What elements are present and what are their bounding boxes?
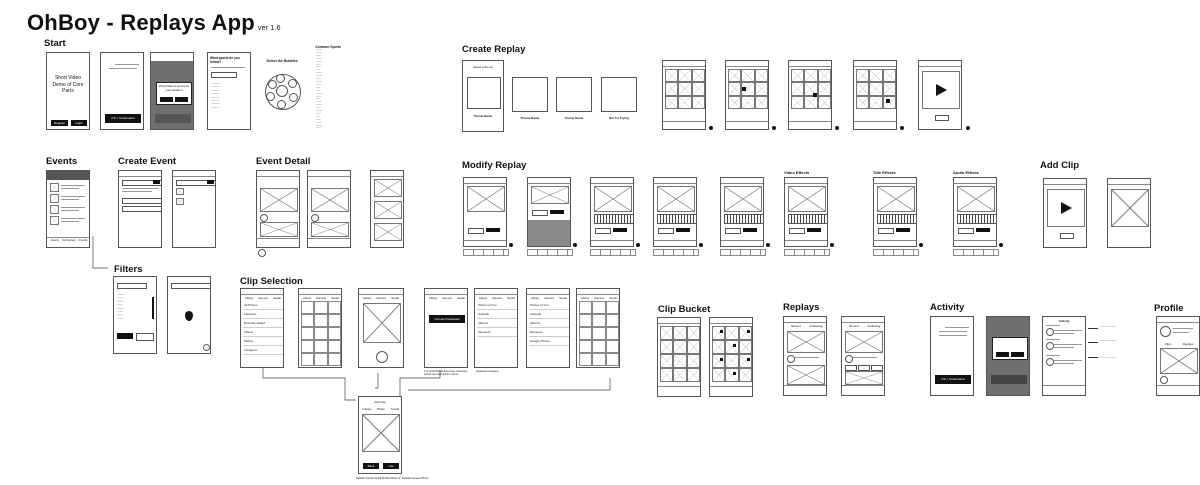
login-label: Login	[75, 121, 83, 125]
activity-ok-label: OK, I Understand	[941, 377, 965, 381]
section-create-replay: Create Replay	[462, 44, 526, 55]
album-row[interactable]: Moments	[530, 330, 543, 334]
add-clip-modal-title: Add Clip	[374, 400, 386, 404]
sports-question: What sports do you follow?	[210, 56, 240, 64]
footer-tab-library[interactable]: Library	[362, 407, 372, 411]
bubbles-title: Select the Bubbles	[266, 59, 298, 63]
filter-list: -------- ------- -------- ------ -------- ------- ------ --------	[117, 293, 124, 320]
theme-card-2-label: Theme Name	[520, 116, 540, 120]
footer-tab-social[interactable]: Social	[390, 407, 400, 411]
profile-tab-clips[interactable]: Clips	[1164, 342, 1172, 346]
section-event-detail: Event Detail	[256, 156, 311, 167]
common-sports-title: Common Sports	[315, 45, 341, 49]
clip-tab-library[interactable]: Library	[478, 296, 488, 300]
album-row[interactable]: Instagram	[244, 348, 258, 352]
album-row[interactable]: Moments	[478, 330, 491, 334]
album-row[interactable]: Selfies	[244, 339, 254, 343]
sports-list: ---------- ---------- ---------- ---------- ---------- ---------- ---------- ----------	[211, 82, 220, 109]
section-start: Start	[44, 38, 66, 49]
clip-tab-social[interactable]: Social	[609, 296, 617, 300]
replays-tab-recent[interactable]: Recent	[849, 324, 859, 328]
section-profile: Profile	[1154, 303, 1184, 314]
clip-tab-camera[interactable]: Camera	[492, 296, 502, 300]
title-effects-label: Title Effects	[873, 170, 896, 175]
clip-tab-social[interactable]: Social	[507, 296, 515, 300]
activity-title: Activity	[1058, 319, 1070, 323]
clip-tab-social[interactable]: Social	[391, 296, 399, 300]
album-row[interactable]: All Photos	[244, 303, 258, 307]
version-label: ver 1.6	[257, 25, 281, 32]
replays-tab-following[interactable]: Following	[809, 324, 823, 328]
replays-tab-recent[interactable]: Recent	[791, 324, 801, 328]
theme-name-label: Theme Name	[473, 114, 493, 118]
section-create-event: Create Event	[118, 156, 177, 167]
activity-notes: -------- ------ ----- -------- ------ ------ -------- ------ -----	[1100, 326, 1117, 359]
clip-tab-camera[interactable]: Camera	[316, 296, 326, 300]
album-row[interactable]: Videos	[244, 330, 254, 334]
clip-tab-social[interactable]: Social	[273, 296, 281, 300]
modal-back-label: Back	[367, 464, 375, 468]
events-tab-2[interactable]: Friends	[78, 239, 88, 242]
album-row[interactable]: Recently Added	[244, 321, 266, 325]
section-filters: Filters	[114, 264, 143, 275]
add-clip-modal-screen	[358, 396, 402, 474]
clip-tab-social[interactable]: Social	[559, 296, 567, 300]
events-tab-0[interactable]: Events	[51, 239, 59, 242]
clip-tab-social[interactable]: Social	[457, 296, 465, 300]
clip-note-right: Facebook connected	[476, 370, 499, 373]
album-row[interactable]: Albums	[530, 321, 541, 325]
footer-tab-photo[interactable]: Photo	[377, 407, 385, 411]
clip-tab-camera[interactable]: Camera	[544, 296, 554, 300]
profile-tab-replays[interactable]: Replays	[1182, 342, 1194, 346]
clip-tab-camera[interactable]: Camera	[376, 296, 386, 300]
clip-tab-camera[interactable]: Camera	[442, 296, 452, 300]
clip-footer-note: Default: friends Social Profile Photo; or, defaults Camera Photo	[356, 477, 429, 480]
album-row[interactable]: Google Photos	[530, 339, 550, 343]
clip-tab-library[interactable]: Library	[530, 296, 540, 300]
section-replays: Replays	[783, 302, 820, 313]
select-theme-label: Select a theme	[472, 65, 493, 69]
album-row[interactable]: Photos of You	[530, 303, 549, 307]
clip-tab-library[interactable]: Library	[428, 296, 438, 300]
album-row[interactable]: Photos of You	[478, 303, 497, 307]
clip-tab-camera[interactable]: Camera	[594, 296, 604, 300]
replays-tab-following[interactable]: Following	[867, 324, 881, 328]
common-sports-list: ------- -------- ------ ------- -------- ------ ------- ----- -------- ------- ------ -------- ------- ----- ------ -------- ------- ------ ------- ------- ------ -------- ------- ----- ------ ------- -------- ------	[316, 49, 323, 130]
clip-tab-library[interactable]: Library	[302, 296, 312, 300]
section-clip-selection: Clip Selection	[240, 276, 303, 287]
section-add-clip: Add Clip	[1040, 160, 1080, 171]
events-tab-1[interactable]: My Replays	[62, 239, 76, 242]
connect-facebook-label: Connect Facebook	[434, 317, 460, 321]
permission-dialog-text: Would like to send you your location	[158, 84, 190, 92]
section-modify-replay: Modify Replay	[462, 160, 527, 171]
clip-tab-camera[interactable]: Camera	[258, 296, 268, 300]
video-effects-label: Video Effects	[784, 170, 810, 175]
album-row[interactable]: Albums	[478, 321, 489, 325]
theme-card-3-label: Theme Name	[564, 116, 584, 120]
clip-tab-library[interactable]: Library	[362, 296, 372, 300]
section-events: Events	[46, 156, 78, 167]
register-label: Register	[53, 121, 66, 125]
album-row[interactable]: Favorites	[244, 312, 257, 316]
modal-use-label: Use	[388, 464, 394, 468]
ok-understand-label: OK, I Understand	[111, 116, 135, 120]
section-activity: Activity	[930, 302, 965, 313]
demo-text: Short Video Demo of Core Parts	[52, 75, 84, 94]
theme-card-4-label: Not for Trying	[609, 116, 629, 120]
clip-tab-library[interactable]: Library	[244, 296, 254, 300]
section-clip-bucket: Clip Bucket	[658, 304, 711, 315]
clip-tab-social[interactable]: Social	[331, 296, 339, 300]
clip-tab-library[interactable]: Library	[580, 296, 590, 300]
app-title-text: OhBoy - Replays App	[27, 10, 255, 35]
album-row[interactable]: Uploads	[530, 312, 542, 316]
clip-note-left: If no social friends have been connected, prompt user with option to do so.	[424, 370, 468, 376]
audio-effects-label: Audio Effects	[953, 170, 979, 175]
album-row[interactable]: Uploads	[478, 312, 490, 316]
